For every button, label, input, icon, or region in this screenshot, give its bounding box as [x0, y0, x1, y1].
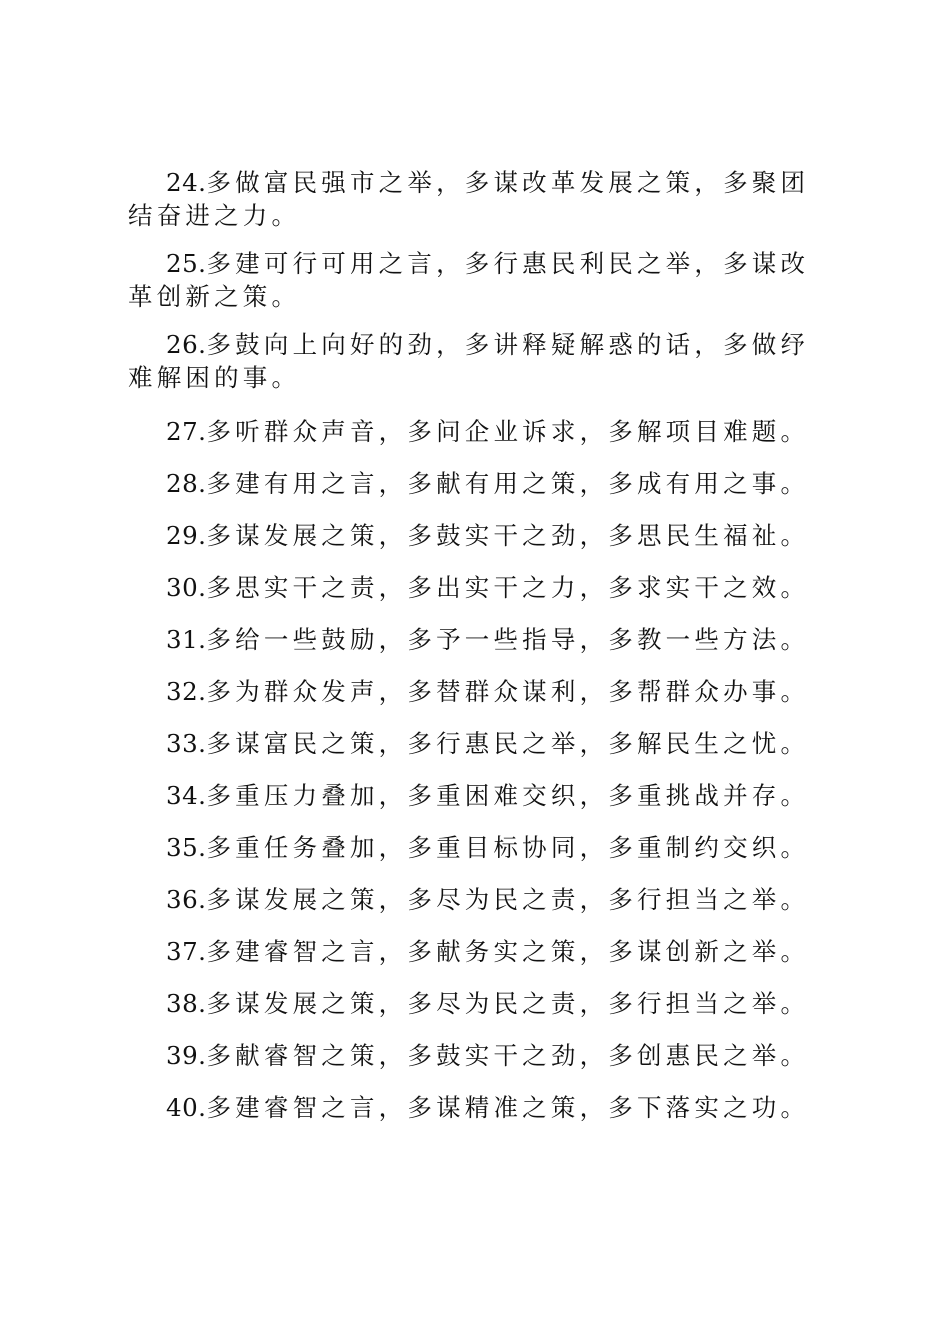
list-item: [128, 458, 830, 510]
list-item: [128, 166, 830, 232]
item-text: 多为群众发声，多替群众谋利，多帮群众办事。: [206, 677, 810, 706]
list-item: [128, 614, 830, 666]
list-item: [128, 874, 830, 926]
item-text: 多谋富民之策，多行惠民之举，多解民生之忧。: [206, 729, 810, 758]
item-number: 32.: [166, 677, 207, 706]
item-number: 27.: [166, 417, 207, 446]
item-text: 多谋发展之策，多尽为民之责，多行担当之举。: [206, 989, 810, 1018]
item-text: 多重压力叠加，多重困难交织，多重挑战并存。: [206, 781, 810, 810]
list-item: [128, 406, 830, 458]
list-item: [128, 510, 830, 562]
item-text: 多谋发展之策，多鼓实干之劲，多思民生福祉。: [206, 521, 810, 550]
item-number: 26.: [166, 330, 207, 359]
item-number: 40.: [166, 1093, 207, 1122]
item-number: 37.: [166, 937, 207, 966]
item-text: 多建有用之言，多献有用之策，多成有用之事。: [206, 469, 810, 498]
item-number: 36.: [166, 885, 207, 914]
list-item: [128, 1030, 830, 1082]
item-number: 35.: [166, 833, 207, 862]
item-number: 31.: [166, 625, 207, 654]
list-item: [128, 562, 830, 614]
list-item: [128, 822, 830, 874]
item-number: 28.: [166, 469, 207, 498]
list-item: [128, 770, 830, 822]
item-text: 多建睿智之言，多谋精准之策，多下落实之功。: [206, 1093, 810, 1122]
item-number: 29.: [166, 521, 207, 550]
list-item: [128, 1082, 830, 1134]
item-text: 多听群众声音，多问企业诉求，多解项目难题。: [206, 417, 810, 446]
item-text: 多鼓向上向好的劲，多讲释疑解惑的话，多做纾难解困的事。: [128, 330, 810, 392]
list-item: [128, 718, 830, 770]
item-number: 24.: [166, 168, 207, 197]
item-text: 多思实干之责，多出实干之力，多求实干之效。: [206, 573, 810, 602]
list-item: [128, 328, 830, 394]
document-body: [128, 166, 830, 1134]
item-number: 30.: [166, 573, 207, 602]
item-text: 多给一些鼓励，多予一些指导，多教一些方法。: [206, 625, 810, 654]
list-item: [128, 666, 830, 718]
item-number: 38.: [166, 989, 207, 1018]
item-number: 25.: [166, 249, 207, 278]
item-text: 多重任务叠加，多重目标协同，多重制约交织。: [206, 833, 810, 862]
item-text: 多献睿智之策，多鼓实干之劲，多创惠民之举。: [206, 1041, 810, 1070]
item-text: 多建睿智之言，多献务实之策，多谋创新之举。: [206, 937, 810, 966]
item-number: 34.: [166, 781, 207, 810]
item-text: 多做富民强市之举，多谋改革发展之策，多聚团结奋进之力。: [128, 168, 810, 230]
item-text: 多谋发展之策，多尽为民之责，多行担当之举。: [206, 885, 810, 914]
list-item: [128, 978, 830, 1030]
list-item: [128, 926, 830, 978]
item-number: 33.: [166, 729, 207, 758]
item-text: 多建可行可用之言，多行惠民利民之举，多谋改革创新之策。: [128, 249, 810, 311]
list-item: [128, 247, 830, 313]
item-number: 39.: [166, 1041, 207, 1070]
